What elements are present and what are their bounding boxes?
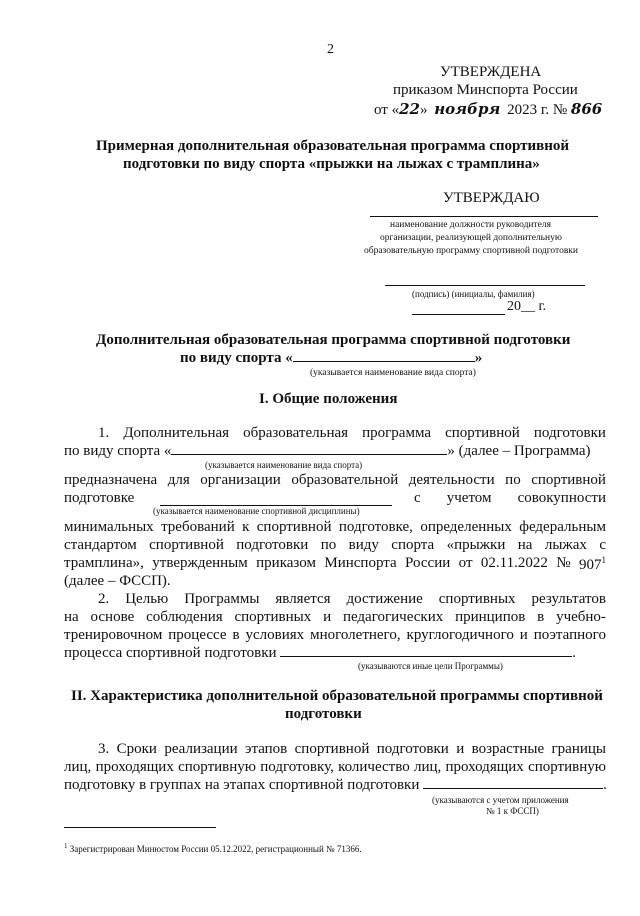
word: Минспорта — [324, 555, 397, 571]
word: подготовки — [533, 425, 606, 441]
word: программа — [362, 425, 432, 441]
word: лиц, — [413, 759, 442, 775]
word: к — [242, 519, 250, 535]
word: тренировочном — [64, 627, 163, 643]
word: лыжах — [544, 537, 587, 553]
p1-line3 — [64, 472, 606, 489]
word: и — [323, 609, 332, 625]
groups-blank — [423, 777, 603, 789]
section2-heading-line1: II. Характеристика дополнительной образовательной программы спортивной — [71, 688, 603, 704]
approve-date-year: 20__ г. — [507, 299, 547, 314]
word: спортивных — [234, 609, 312, 625]
date-mid: » — [419, 102, 428, 118]
word: подготовку, — [260, 759, 334, 775]
word: деятельности — [408, 472, 495, 488]
word: для — [167, 472, 190, 488]
p1-caption-2: (указывается наименование спортивной дисциплины) — [153, 506, 360, 516]
p1-line4-left: подготовке — [64, 490, 135, 506]
p1-line2-prefix: по виду спорта « — [64, 443, 172, 459]
approval-title: УТВЕРЖДЕНА — [440, 64, 542, 80]
word: в — [232, 627, 240, 643]
approval-order-line: приказом Минспорта России — [393, 82, 578, 98]
signature-line — [385, 285, 585, 286]
word: минимальных — [64, 519, 154, 535]
p3-line3-suffix: . — [603, 777, 607, 793]
word: учетом — [446, 490, 492, 506]
word: виду — [348, 537, 379, 553]
program-title-line2 — [180, 350, 482, 367]
word: требований — [161, 519, 235, 535]
word: по — [505, 472, 521, 488]
word: от — [458, 555, 473, 571]
p3-line1 — [98, 741, 606, 758]
p1-line2-suffix: » (далее – Программа) — [447, 443, 591, 459]
word: основе — [90, 609, 135, 625]
word: количество — [338, 759, 410, 775]
p1-line7 — [64, 555, 606, 574]
word: результатов — [531, 591, 606, 607]
approve-caption-3: образовательную программу спортивной подготовки — [364, 246, 579, 256]
approval-date-line — [374, 100, 602, 119]
p1-line4-right — [414, 490, 606, 507]
footnote-text: Зарегистрирован Минюстом России 05.12.2022, регистрационный № 71366. — [69, 844, 362, 854]
word: процессе — [168, 627, 227, 643]
word: образовательная — [243, 425, 349, 441]
sport-name-blank — [293, 350, 475, 362]
word: совокупности — [517, 490, 606, 506]
word: Сроки — [116, 741, 157, 757]
p2-line3 — [64, 627, 606, 644]
word: с — [599, 537, 606, 553]
p3-number: 3. — [98, 741, 110, 757]
p1-line8: (далее – ФССП). — [64, 573, 171, 589]
p1-line6 — [64, 537, 606, 554]
p3-caption-1: (указываются с учетом приложения — [432, 795, 569, 805]
word: проходящих — [445, 759, 524, 775]
word: спортивных — [438, 591, 516, 607]
word: многолетнего, — [310, 627, 401, 643]
p3-line3-prefix: подготовку в группах на этапах спортивной подготовки — [64, 777, 420, 793]
word: проходящих — [95, 759, 174, 775]
doc-title-line1: Примерная дополнительная образовательная программа спортивной — [96, 138, 570, 154]
p3-line3 — [64, 777, 607, 794]
word: федеральным — [519, 519, 606, 535]
footnote-separator — [64, 827, 216, 828]
handwritten-day: 22 — [399, 100, 420, 118]
page-number: 2 — [327, 42, 334, 57]
word: на — [64, 609, 79, 625]
date-prefix: от « — [374, 102, 400, 118]
word: России — [405, 555, 451, 571]
p2-line4 — [64, 645, 576, 662]
word: спортивной — [294, 741, 370, 757]
p2-line1 — [98, 591, 606, 608]
sport-name-blank-2 — [171, 443, 447, 455]
program-title-caption: (указывается наименование вида спорта) — [310, 368, 476, 378]
word: предназначена — [64, 472, 158, 488]
p2-caption: (указываются иные цели Программы) — [358, 661, 503, 671]
word: организации — [200, 472, 281, 488]
word: определенных — [420, 519, 512, 535]
word: этапов — [245, 741, 288, 757]
footnote — [64, 842, 362, 854]
word: Целью — [125, 591, 169, 607]
word: подготовки — [236, 537, 309, 553]
p1-caption-1: (указывается наименование вида спорта) — [205, 460, 363, 470]
word: 02.11.2022 — [480, 555, 548, 571]
program-title-suffix: » — [474, 350, 483, 366]
section2-heading-line2: подготовки — [285, 706, 362, 722]
word: приказом — [256, 555, 316, 571]
word: образовательной — [291, 472, 399, 488]
doc-title-line2: подготовки по виду спорта «прыжки на лыжах с трамплина» — [123, 156, 540, 172]
p3-line2 — [64, 759, 606, 776]
word: спортивную — [528, 759, 606, 775]
word: утвержденным — [152, 555, 248, 571]
position-line — [370, 216, 598, 217]
goals-blank — [280, 645, 572, 657]
word: с — [414, 490, 421, 506]
footnote-reference[interactable]: 1 — [601, 555, 606, 565]
word: на — [517, 537, 533, 553]
word: трамплина», — [64, 555, 144, 571]
word: подготовке, — [338, 519, 413, 535]
word: и — [456, 741, 465, 757]
handwritten-number: 866 — [570, 100, 603, 118]
word: по — [320, 537, 337, 553]
word: спортивной — [531, 472, 606, 488]
word: реализации — [164, 741, 238, 757]
word: поэтапного — [533, 627, 606, 643]
word: условиях — [245, 627, 305, 643]
word: Программы — [184, 591, 260, 607]
p2-number: 2. — [98, 591, 110, 607]
approve-caption-2: организации, реализующей дополнительную — [380, 233, 562, 243]
program-title-prefix: по виду спорта « — [180, 350, 293, 366]
p1-line5 — [64, 519, 606, 536]
word: стандартом — [64, 537, 137, 553]
word: соблюдения — [146, 609, 223, 625]
p2-line4-prefix: процесса спортивной подготовки — [64, 645, 277, 661]
word: круглогодичного — [406, 627, 514, 643]
p2-line2 — [64, 609, 606, 626]
word: достижение — [346, 591, 423, 607]
signature-caption: (подпись) (инициалы, фамилия) — [412, 289, 535, 299]
word: является — [275, 591, 331, 607]
word: Дополнительная — [123, 425, 230, 441]
word: № — [556, 555, 571, 571]
word: лиц, — [64, 759, 92, 775]
word: и — [519, 627, 528, 643]
word: спортивной — [445, 425, 520, 441]
p1-line1 — [98, 425, 606, 442]
p3-caption-2: № 1 к ФССП) — [486, 806, 539, 816]
word: учебно- — [556, 609, 606, 625]
footnote-mark: 1 — [64, 842, 68, 850]
word: спортивную — [178, 759, 256, 775]
word: возрастные — [471, 741, 545, 757]
p1-line2 — [64, 443, 591, 460]
word: в — [537, 609, 545, 625]
word: педагогических — [342, 609, 444, 625]
section1-heading: I. Общие положения — [259, 391, 398, 407]
word: спорта — [391, 537, 435, 553]
word: спортивной — [149, 537, 224, 553]
program-title-line1: Дополнительная образовательная программа спортивной подготовки — [96, 332, 571, 348]
word: «прыжки — [446, 537, 506, 553]
approve-title: УТВЕРЖДАЮ — [443, 190, 540, 206]
p1-number: 1. — [98, 425, 110, 441]
word: подготовки — [376, 741, 449, 757]
approve-caption-1: наименование должности руководителя — [390, 220, 551, 230]
word: спортивной — [256, 519, 332, 535]
word: принципов — [455, 609, 526, 625]
date-year: 2023 г. № — [507, 102, 568, 118]
p2-line4-suffix: . — [572, 645, 577, 661]
date-line — [412, 314, 505, 315]
handwritten-month: ноября — [434, 100, 501, 118]
word: границы — [551, 741, 606, 757]
word: 907 — [578, 557, 602, 573]
